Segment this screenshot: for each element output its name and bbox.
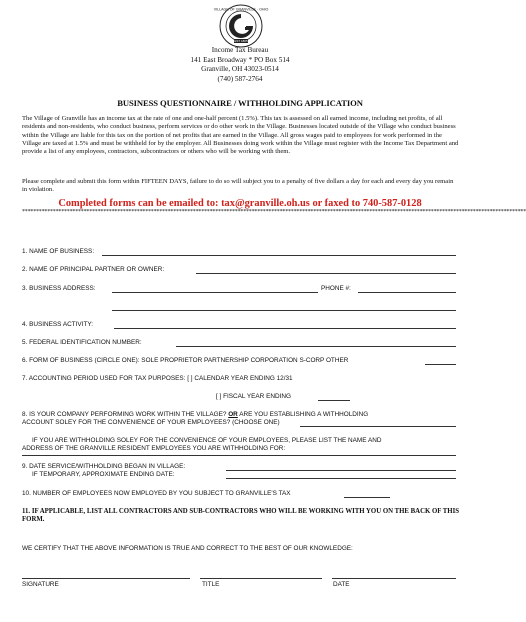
principal-owner-field[interactable] bbox=[196, 273, 456, 274]
title-label: TITLE bbox=[202, 581, 220, 588]
q8-choice-field[interactable] bbox=[300, 426, 456, 427]
service-start-date-field[interactable] bbox=[226, 470, 456, 471]
signature-line[interactable] bbox=[22, 578, 190, 579]
bureau-city: Granville, OH 43023-0514 bbox=[201, 65, 279, 74]
star-divider: ************************************************************************************************************************************************************************************ bbox=[22, 209, 526, 215]
q1-label: 1. NAME OF BUSINESS: bbox=[22, 248, 95, 255]
q8-question bbox=[22, 411, 368, 419]
business-name-field[interactable] bbox=[102, 255, 456, 256]
fiscal-year-field[interactable] bbox=[318, 400, 350, 401]
q9b-label: IF TEMPORARY, APPROXIMATE ENDING DATE: bbox=[32, 471, 175, 478]
phone-field[interactable] bbox=[358, 292, 456, 293]
intro-paragraph bbox=[22, 115, 460, 156]
q8-label-e: ADDRESS OF THE GRANVILLE RESIDENT EMPLOYEES YOU ARE WITHHOLDING FOR: bbox=[22, 445, 286, 452]
bureau-street: 141 East Broadway * PO Box 514 bbox=[190, 55, 290, 64]
other-form-field[interactable] bbox=[425, 364, 456, 365]
phone-label: PHONE #: bbox=[321, 285, 351, 292]
employee-count-field[interactable] bbox=[344, 497, 390, 498]
q8-label-c: ACCOUNT SOLEY FOR THE CONVENIENCE OF YOUR EMPLOYEES? (CHOOSE ONE) bbox=[22, 419, 280, 426]
submission-instructions: Completed forms can be emailed to: tax@granville.oh.us or faxed to 740-587-0128 bbox=[58, 198, 422, 209]
certification-statement: WE CERTIFY THAT THE ABOVE INFORMATION IS TRUE AND CORRECT TO THE BEST OF OUR KNOWLEDGE: bbox=[22, 545, 353, 552]
business-address-field[interactable] bbox=[112, 292, 318, 293]
q8-or: OR bbox=[228, 411, 238, 418]
q7-label: 7. ACCOUNTING PERIOD USED FOR TAX PURPOSES: [ ] CALENDAR YEAR ENDING 12/31 bbox=[22, 375, 293, 382]
bureau-name: Income Tax Bureau bbox=[211, 46, 269, 54]
ending-date-field[interactable] bbox=[226, 478, 456, 479]
title-line[interactable] bbox=[200, 578, 322, 579]
q2-label: 2. NAME OF PRINCIPAL PARTNER OR OWNER: bbox=[22, 266, 165, 273]
q8-label-b: ARE YOU ESTABLISHING A WITHHOLDING bbox=[239, 411, 369, 418]
q9-label: 9. DATE SERVICE/WITHHOLDING BEGAN IN VILLAGE: bbox=[22, 463, 186, 470]
q5-label: 5. FEDERAL IDENTIFICATION NUMBER: bbox=[22, 339, 142, 346]
date-line[interactable] bbox=[332, 578, 456, 579]
village-seal-logo bbox=[213, 4, 269, 48]
q8-label-a: 8. IS YOUR COMPANY PERFORMING WORK WITHIN THE VILLAGE? bbox=[22, 411, 227, 418]
q3-label: 3. BUSINESS ADDRESS: bbox=[22, 285, 96, 292]
bureau-phone: (740) 587-2764 bbox=[217, 74, 263, 83]
business-address-line2-field[interactable] bbox=[112, 310, 456, 311]
q6-label: 6. FORM OF BUSINESS (CIRCLE ONE): SOLE PROPRIETOR PARTNERSHIP CORPORATION S-CORP OTHER bbox=[22, 357, 349, 364]
q10-label: 10. NUMBER OF EMPLOYEES NOW EMPLOYED BY YOU SUBJECT TO GRANVILLE'S TAX bbox=[22, 490, 291, 497]
svg-text:EST 1805: EST 1805 bbox=[234, 39, 248, 44]
q8-label-d: IF YOU ARE WITHHOLDING SOLEY FOR THE CONVENIENCE OF YOUR EMPLOYEES, PLEASE LIST THE NAME AND bbox=[32, 437, 382, 444]
bureau-address-block bbox=[0, 46, 480, 84]
q7-fiscal-label: [ ] FISCAL YEAR ENDING bbox=[216, 393, 291, 400]
signature-label: SIGNATURE bbox=[22, 581, 59, 588]
date-label: DATE bbox=[333, 581, 350, 588]
intro-text: The Village of Granville has an income tax at the rate of one and one-half percent (1.5%). This tax is assessed on all earned income, including net profits, of all residents and non-residents, who conduct business, perform services or do other work in the Village. Businesses located outside of the Village who conduct business within the Village are liable for this tax on the portion of net profits that are earned in the Village. All gross wages paid to employees for work performed in the Village are taxed at 1.5% and must be withheld for by the employer. All Businesses doing work within the Village must register with the Income Tax Department and provide a list of any employees, contractors, subcontractors or others who will be working with them. bbox=[22, 115, 459, 156]
deadline-paragraph: Please complete and submit this form within FIFTEEN DAYS, failure to do so will subject you to a penalty of five dollars a day for each and every day you remain in violation. bbox=[22, 178, 454, 194]
federal-id-field[interactable] bbox=[176, 346, 456, 347]
page-title: BUSINESS QUESTIONNAIRE / WITHHOLDING APPLICATION bbox=[117, 98, 363, 108]
business-activity-field[interactable] bbox=[114, 328, 456, 329]
q4-label: 4. BUSINESS ACTIVITY: bbox=[22, 321, 94, 328]
resident-employees-line1[interactable] bbox=[22, 455, 456, 456]
svg-text:VILLAGE OF GRANVILLE · OHIO: VILLAGE OF GRANVILLE · OHIO bbox=[213, 7, 269, 12]
q11-text: 11. IF APPLICABLE, LIST ALL CONTRACTORS AND SUB-CONTRACTORS WHO WILL BE WORKING WITH YOU ON THE BACK OF THIS FORM. bbox=[22, 508, 459, 523]
